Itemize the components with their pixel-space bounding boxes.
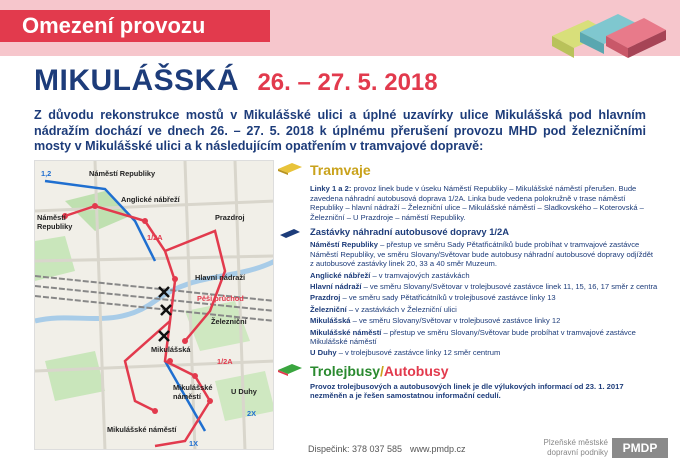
company-line-1: Plzeňské městské [543, 438, 608, 447]
footer [0, 436, 680, 461]
tram-lines-label: Linky 1 a 2: [310, 184, 352, 193]
stop-name: Anglické nábřeží [310, 270, 371, 280]
stop-name: Hlavní nádraží [310, 282, 362, 291]
stop-text: – v tramvajových zastávkách [370, 270, 470, 280]
stop-text: – přestup ve směru Slovany/Světovar bude probíhat v tramvajové zastávce Mikulášské náměstí [310, 327, 636, 347]
tram-icon [278, 163, 302, 175]
map-label-pesi: Pěší průchod [197, 294, 244, 303]
stop-name: Mikulášské náměstí [310, 327, 382, 337]
bus-title-trolley: Trolejbusy [310, 362, 381, 379]
map-label-u-duhy: U Duhy [231, 387, 257, 396]
bus-title [310, 363, 658, 380]
website-link[interactable]: www.pmdp.cz [410, 444, 466, 454]
stop-item [310, 328, 658, 347]
bus-title-slash: / [380, 362, 384, 379]
map-label-anglicke: Anglické nábřeží [121, 195, 180, 204]
intro-paragraph: Z důvodu rekonstrukce mostů v Mikulášské ulici a úplné uzavírky ulice Mikulášská pod hlavním nádražím dochází ve dnech 26. – 27. 5. 2018 k úplnému přerušení provozu MHD pod železničními mosty v Mikulášské ulici a k následujícím opatřením v tramvajové dopravě: [34, 108, 646, 153]
vehicle-blocks-icon [548, 6, 668, 72]
stop-name: Železniční [310, 304, 347, 314]
bus-stop-icon [278, 227, 302, 239]
stop-item [310, 282, 658, 291]
map-label-prazdroj: Prazdroj [215, 213, 245, 222]
map-label-namesti-republiky-left: Náměstí Republiky [37, 213, 73, 231]
map-label-line12: 1,2 [41, 169, 52, 178]
stop-text: – přestup ve směru Sady Pětatřicátníků bude probíhat v tramvajové zastávce Náměstí Republiky, ve směru Slovany/Světovar bude autobusy náhradní autobusové dopravy odjíždět z autobusové zastávky linek 20, 33 a 40 směr Muzeum. [310, 240, 654, 269]
company-line-2: dopravní podniky [547, 448, 608, 457]
stop-text: – ve směru Slovany/Světovar v trolejbusové zastávce linky 12 [350, 316, 561, 326]
stop-text: – v zastávkách v Železniční ulici [346, 304, 457, 314]
map-label-line12a-bottom: 1/2A [217, 357, 233, 366]
dispatch-phone: Dispečink: 378 037 585 [308, 444, 403, 454]
stops-section [278, 226, 658, 357]
info-column [278, 162, 658, 401]
tram-lines-body: provoz linek bude v úseku Náměstí Republiky – Mikulášské náměstí přerušen. Bude zavedena náhradní autobusová doprava 1/2A. Linka bude vedena polokružně v trase náměstí Republiky – hlavní nádraží – Železniční ulice – Mikulášské náměstí – Sladkovského – Koterovská – Železniční – U Prazdroje – náměstí Republiky. [310, 184, 644, 222]
map-label-1x: 1X [189, 439, 199, 448]
stop-name: Mikulášská [310, 316, 351, 326]
map-label-mikulasske-bottom: Mikulášské náměstí [107, 425, 177, 434]
stops-list [310, 240, 658, 357]
stop-text: – ve směru Slovany/Světovar v trolejbusové zastávce linek 11, 15, 16, 17 směr z centra [361, 282, 658, 291]
trolleybus-icon [278, 364, 302, 376]
stop-item [310, 271, 658, 280]
header-badge: Omezení provozu [0, 10, 270, 42]
stop-name: U Duhy [310, 348, 337, 358]
tram-title: Tramvaje [310, 162, 371, 178]
bus-title-bus: Autobusy [383, 362, 449, 379]
map-label-hlavni: Hlavní nádraží [195, 273, 246, 282]
closure-dates: 26. – 27. 5. 2018 [257, 69, 438, 96]
stop-text: – v trolejbusové zastávce linky 12 směr centrum [336, 348, 501, 358]
map-label-2x: 2X [247, 409, 257, 418]
map-graphic [35, 161, 274, 450]
headline [34, 64, 438, 98]
stop-item [310, 240, 658, 268]
stop-item [310, 348, 658, 357]
stop-item [310, 316, 658, 325]
tram-section [278, 162, 658, 222]
tram-lines-text [310, 184, 658, 222]
company-name [538, 438, 608, 458]
stop-item [310, 305, 658, 314]
pmdp-logo: PMDP [612, 438, 668, 458]
route-map [34, 160, 274, 450]
stop-text: – ve směru sady Pětatřicátníků v trolejbusové zastávce linky 13 [340, 293, 556, 303]
map-label-mikulasske: Mikulášské náměstí [173, 383, 213, 401]
map-label-line12a-top: 1/2A [147, 233, 163, 242]
street-name: MIKULÁŠSKÁ [34, 64, 239, 97]
map-label-namesti-republiky-top: Náměstí Republiky [89, 169, 156, 178]
stop-name: Náměstí Republiky [310, 240, 378, 250]
stop-item [310, 293, 658, 302]
bus-text: Provoz trolejbusových a autobusových linek je dle výlukových informací od 23. 1. 2017 nezměněn a je řešen samostatnou informační cedulí. [310, 381, 624, 401]
map-label-mikulasska: Mikulášská [151, 345, 191, 354]
stops-title: Zastávky náhradní autobusové dopravy 1/2A [310, 226, 510, 238]
map-label-zeleznicni: Železniční [211, 317, 247, 326]
stop-name: Prazdroj [310, 293, 341, 303]
bus-section [278, 363, 658, 401]
